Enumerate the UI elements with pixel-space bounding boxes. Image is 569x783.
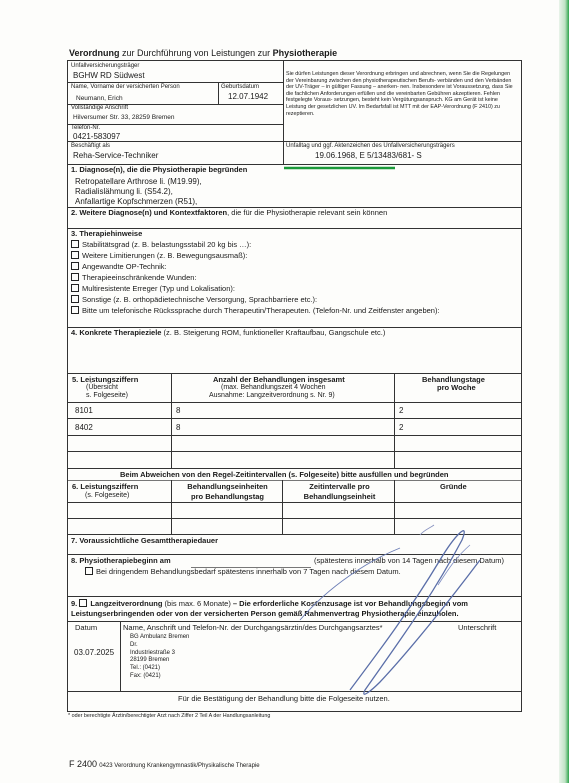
doctor-label: Name, Anschrift und Telefon-Nr. der Durchgangsärztin/des Durchgangsarztes* [123,623,383,632]
insurer-label: Unfallversicherungsträger [71,63,140,69]
phone-value: 0421-583097 [73,132,121,141]
s5-col1-head: 5. Leistungsziffern [72,375,139,384]
table-row-2-freq: 2 [399,423,404,432]
section-8-title: 8. Physiotherapiebeginn am [71,556,171,565]
s6-col4-head: Gründe [440,482,467,491]
section-2-title: 2. Weitere Diagnose(n) und Kontextfaktoren, die für die Physiotherapie relevant sein können [71,208,388,217]
birthdate-label: Geburtsdatum [221,84,260,90]
s5-col2-head: Anzahl der Behandlungen insgesamt [213,375,345,384]
signature-stroke-2 [300,548,400,620]
table-row-1-code: 8101 [75,406,93,415]
diagnosis-1: Retropatellare Arthrose li. (M19.99), [75,177,202,186]
section-4-title: 4. Konkrete Therapieziele (z. B. Steigerung ROM, funktioneller Kraftaufbau, Gangschule etc.) [71,328,386,337]
section-9-line2: Leistungserbringenden oder von der versicherten Person gemäß Rahmenvertrag Physiotherapie einzuholen. [71,609,459,618]
doctor-stamp: BG Ambulanz Bremen Dr. Industriestraße 3 28199 Bremen Tel.: (0421) Fax: (0421) [130,634,190,679]
check-phone-callback[interactable]: Bitte um telefonische Rückssprache durch Therapeutin/Therapeuten. (Telefon-Nr. und Zeitfenster angeben): [71,306,440,316]
section-1-title: 1. Diagnose(n), die die Physiotherapie begründen [71,165,248,174]
diagnosis-3: Anfallartige Kopfschmerzen (R51), [75,197,198,206]
s5-col2-sub1: (max. Behandlungszeit 4 Wochen [221,384,326,391]
section-7-title: 7. Voraussichtliche Gesamttherapiedauer [71,536,219,545]
check-wounds[interactable]: Therapieeinschränkende Wunden: [71,273,197,283]
s6-col2-head: Behandlungseinheiten pro Behandlungstag [187,482,268,501]
table-row-1-count: 8 [176,406,181,415]
s6-col3-head: Zeitintervalle pro Behandlungseinheit [303,482,376,501]
s6-col1-sub: (s. Folgeseite) [85,492,130,499]
table-row-2-count: 8 [176,423,181,432]
phone-label: Telefon-Nr. [71,125,101,131]
patient-name: Neumann, Erich [76,95,123,102]
prescription-date: 03.07.2025 [74,648,115,657]
signature-stroke [350,531,480,694]
name-label: Name, Vorname der versicherten Person [71,84,180,90]
employed-value: Reha-Service-Techniker [73,151,159,160]
check-pathogen[interactable]: Multiresistente Erreger (Typ und Lokalisation): [71,284,235,294]
check-op-technique[interactable]: Angewandte OP-Technik: [71,262,167,272]
signature-label: Unterschrift [458,623,497,632]
footnote: * oder berechtigte Ärztin/berechtigter Arzt nach Ziffer 2 Teil A der Handlungsanleitung [68,713,271,719]
s6-banner: Beim Abweichen von den Regel-Zeitintervallen (s. Folgeseite) bitte ausfüllen und begründen [120,470,449,479]
s5-col3-head2: pro Woche [437,383,476,392]
table-row-1-freq: 2 [399,406,404,415]
accident-value: 19.06.1968, E 5/13483/681- S [315,151,422,160]
form-title: Verordnung zur Durchführung von Leistungen zur Physiotherapie [69,48,338,58]
check-movement[interactable]: Weitere Limitierungen (z. B. Bewegungsausmaß): [71,251,247,261]
address-value: Hilversumer Str. 33, 28259 Bremen [73,114,175,121]
diagnosis-2: Radialislähmung li. (S54.2), [75,187,173,196]
birthdate-value: 12.07.1942 [228,92,269,101]
table-row-2-code: 8402 [75,423,93,432]
check-stability[interactable]: Stabilitätsgrad (z. B. belastungsstabil 20 kg bis …): [71,240,251,250]
s5-col2-sub2: Ausnahme: Langzeitverordnung s. Nr. 9) [209,392,335,399]
section-9-line1: 9. Langzeitverordnung (bis max. 6 Monate) – Die erforderliche Kostenzusage ist vor Behandlungsbeginn vom [71,599,468,608]
s5-col3-head: Behandlungstage [422,375,485,384]
form-code: F 2400 0423 Verordnung Krankengymnastik/Physikalische Therapie [69,759,260,769]
s8-note: (spätestens innerhalb von 14 Tagen nach diesem Datum) [314,556,504,565]
s6-col1-head: 6. Leistungsziffern [72,482,139,491]
s5-col1-sub2: s. Folgeseite) [86,392,129,399]
insurer-value: BGHW RD Südwest [73,71,145,80]
terms-text: Sie dürfen Leistungen dieser Verordnung erbringen und abrechnen, wenn Sie die Regelungen der Vereinbarung zwischen den physiotherapeutischen Berufs- verbänden und den Verbänden der UV-Träger – in gültiger Fassung – anerken- nen. Insbesondere ist Voraussetzung, dass Sie die fachlichen Anforderungen erfüllen und die vereinbarten Gebühren akzeptieren. Fehlen festgelegte Voraus- setzungen, besteht kein Vergütungsanspruch. KG am Gerät ist keine Leistung der gesetzlichen UV. Im Bedarfsfall ist MTT mit der EAP-Verordnung (F 2410) zu rezeptieren. [286,71,513,117]
confirmation-note: Für die Bestätigung der Behandlung bitte die Folgeseite nutzen. [178,694,390,703]
accident-label: Unfalltag und ggf. Aktenzeichen des Unfallversicherungsträgers [286,143,455,149]
date-label: Datum [75,623,98,632]
check-urgent-start[interactable]: Bei dringendem Behandlungsbedarf spätestens innerhalb von 7 Tagen nach diesem Datum. [85,567,401,577]
s5-col1-sub1: (Übersicht [86,384,118,391]
employed-label: Beschäftigt als [71,143,111,149]
section-3-title: 3. Therapiehinweise [71,229,143,238]
check-other[interactable]: Sonstige (z. B. orthopädietechnische Versorgung, Sprachbarriere etc.): [71,295,317,305]
address-label: Vollständige Anschrift [71,105,129,111]
